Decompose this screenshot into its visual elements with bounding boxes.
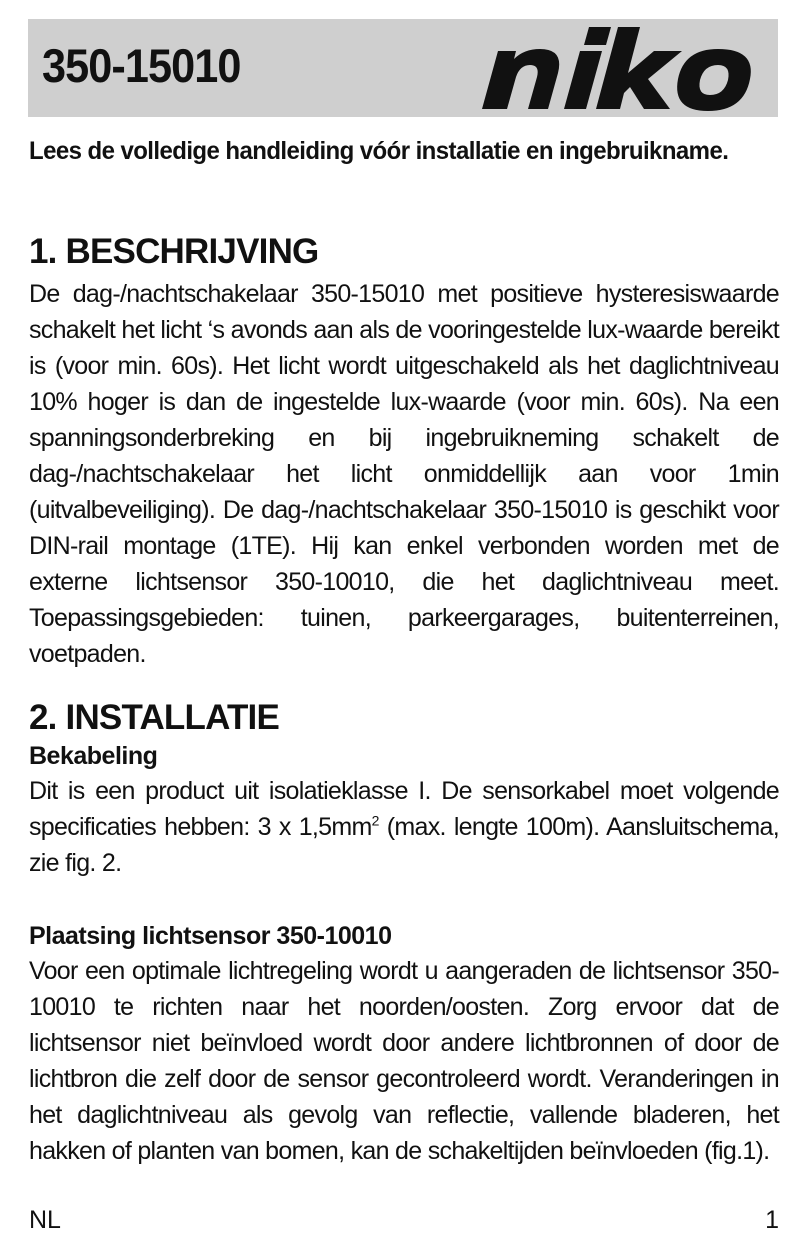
wiring-body-part2: (max. lengte 100m). Aansluitschema, zie fig. 2.	[29, 813, 779, 877]
section-description-body: De dag-/nachtschakelaar 350-15010 met positieve hysteresiswaarde schakelt het licht ‘s avonds aan als de vooringestelde lux-waarde bereikt is (voor min. 60s). Het licht wordt uitgeschakeld als het daglichtniveau 10% hoger is dan de ingestelde lux-waarde (voor min. 60s). Na een spanningsonderbreking en bij ingebruikneming schakelt de dag-/nachtschakelaar het licht onmiddellijk aan voor 1min (uitvalbeveiliging). De dag-/nachtschakelaar 350-15010 is geschikt voor DIN-rail montage (1TE). Hij kan enkel verbonden worden met de externe lichtsensor 350-10010, die het daglichtniveau meet. Toepassingsgebieden: tuinen, parkeergarages, buitenterreinen, voetpaden.	[29, 280, 779, 668]
language-code: NL	[29, 1206, 61, 1234]
section-description	[29, 230, 779, 672]
section-installation	[29, 696, 779, 881]
wiring-subtitle: Bekabeling	[29, 742, 158, 770]
niko-logo	[478, 23, 770, 115]
wiring-body-superscript: 2	[371, 812, 379, 829]
sensor-placement-body: Voor een optimale lichtregeling wordt u aangeraden de lichtsensor 350-10010 te richten naar het noorden/oosten. Zorg ervoor dat de lichtsensor niet beïnvloed wordt door andere lichtbronnen of door de lichtbron die zelf door de sensor gecontroleerd wordt. Veranderingen in het daglichtniveau als gevolg van reflectie, vallende bladeren, het hakken of planten van bomen, kan de schakeltijden beïnvloeden (fig.1).	[29, 957, 779, 1165]
product-code: 350-15010	[42, 39, 241, 92]
section-installation-title: 2. INSTALLATIE	[29, 698, 280, 737]
header-bar	[28, 19, 778, 117]
wiring-body	[29, 773, 779, 881]
intro-notice: Lees de volledige handleiding vóór installatie en ingebruikname.	[29, 137, 729, 165]
section-description-title: 1. BESCHRIJVING	[29, 232, 319, 271]
section-sensor-placement	[29, 920, 779, 1169]
sensor-placement-subtitle: Plaatsing lichtsensor 350-10010	[29, 922, 392, 950]
manual-content	[29, 134, 779, 1165]
page-number: 1	[765, 1206, 779, 1234]
wiring-body-part1: Dit is een product uit isolatieklasse I. De sensorkabel moet volgende specificaties hebben: 3 x 1,5mm	[29, 777, 779, 841]
